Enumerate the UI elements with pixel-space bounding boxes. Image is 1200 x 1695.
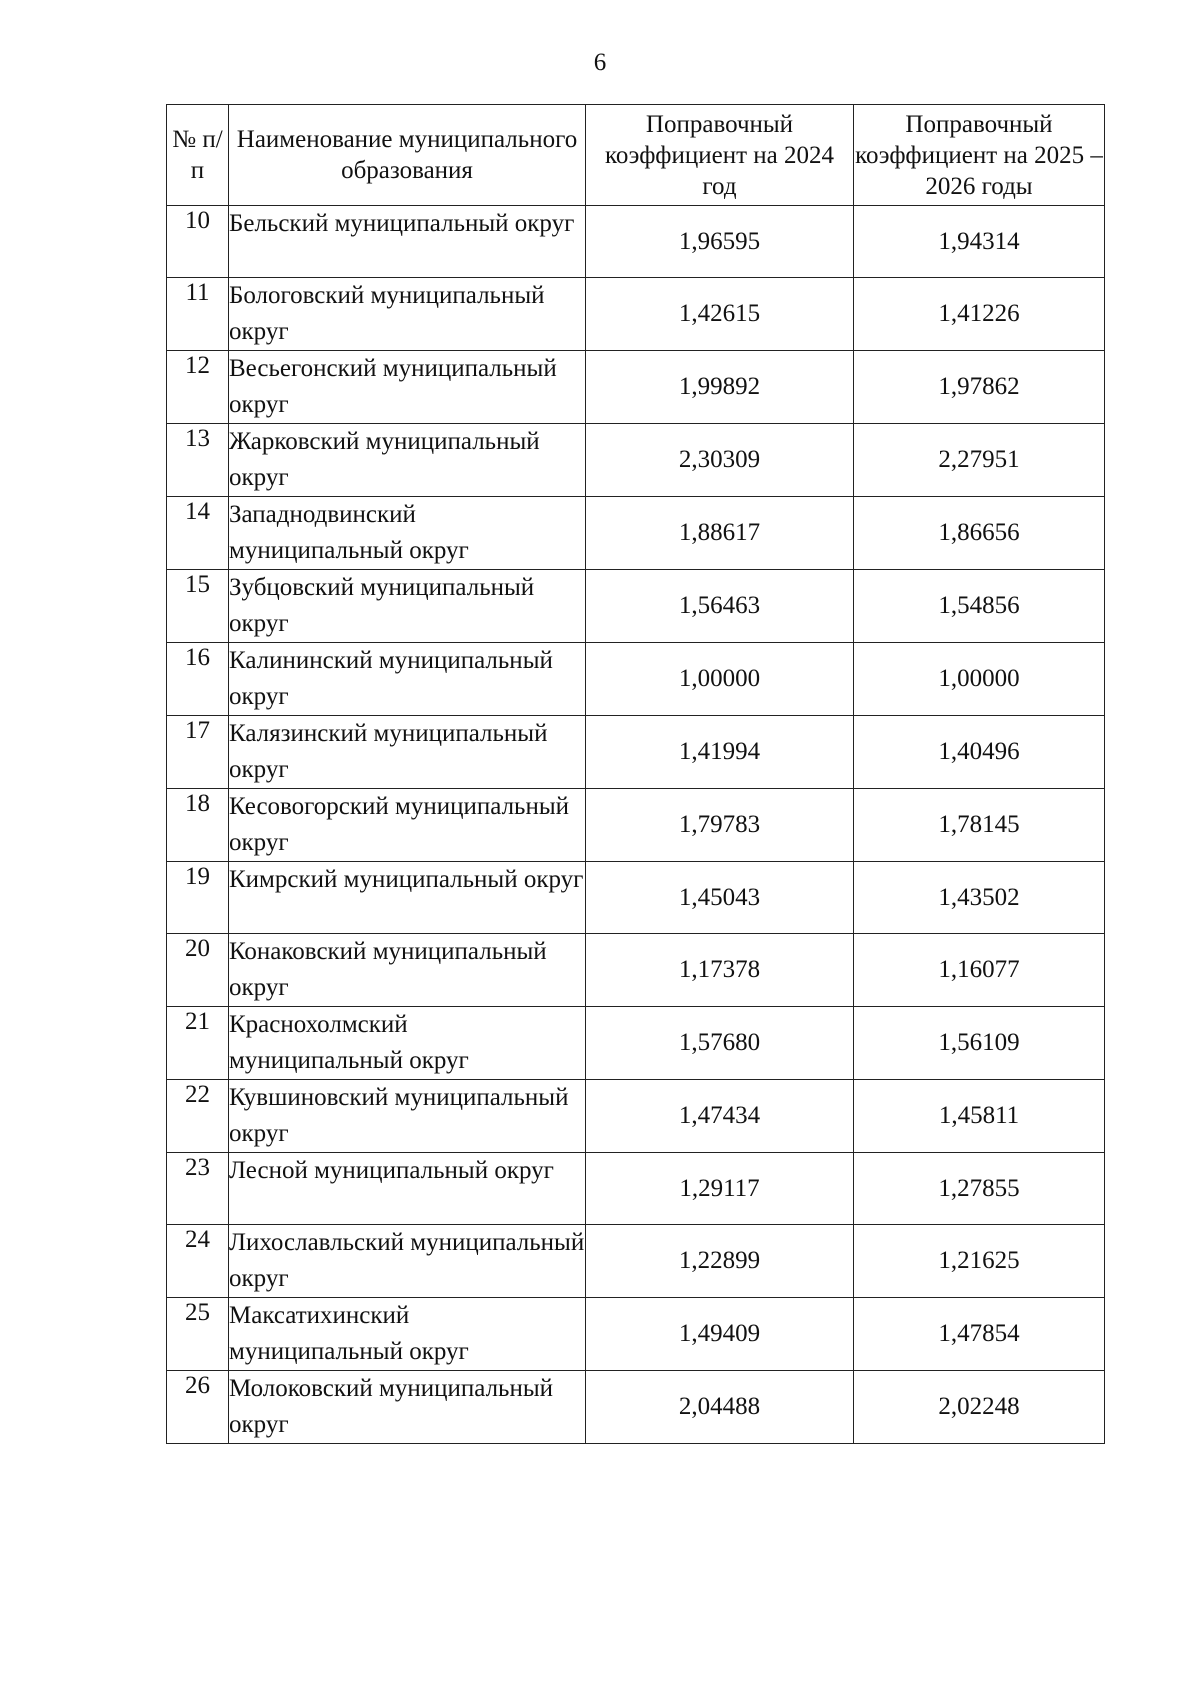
coef-2025-2026-cell: 1,27855 [854, 1153, 1105, 1225]
coef-2024-cell: 2,30309 [586, 424, 854, 497]
table-row [167, 424, 1105, 497]
row-num-cell: 22 [167, 1080, 229, 1153]
coef-2025-2026-cell: 1,94314 [854, 206, 1105, 278]
coef-2024-cell: 1,49409 [586, 1298, 854, 1371]
coef-2025-2026-cell: 1,41226 [854, 278, 1105, 351]
row-num-cell: 11 [167, 278, 229, 351]
header-coef-2025-2026: Поправочный коэффициент на 2025 – 2026 годы [854, 105, 1105, 206]
table-body [167, 206, 1105, 1444]
municipality-name-cell: Бельский муниципальный округ [229, 206, 586, 278]
coef-2024-cell: 1,17378 [586, 934, 854, 1007]
table-row [167, 1007, 1105, 1080]
municipality-name-cell: Жарковский муниципальный округ [229, 424, 586, 497]
coef-2025-2026-cell: 1,16077 [854, 934, 1105, 1007]
coef-2025-2026-cell: 1,97862 [854, 351, 1105, 424]
municipality-name-cell: Лесной муниципальный округ [229, 1153, 586, 1225]
municipality-name-cell: Зубцовский муниципальный округ [229, 570, 586, 643]
coef-2025-2026-cell: 1,56109 [854, 1007, 1105, 1080]
table-row [167, 206, 1105, 278]
table-header-row [167, 105, 1105, 206]
municipality-name-cell: Максатихинский муниципальный округ [229, 1298, 586, 1371]
row-num-cell: 20 [167, 934, 229, 1007]
municipality-name-cell: Лихославльский муниципальный округ [229, 1225, 586, 1298]
coef-2024-cell: 2,04488 [586, 1371, 854, 1444]
row-num-cell: 24 [167, 1225, 229, 1298]
coef-2025-2026-cell: 1,86656 [854, 497, 1105, 570]
coef-2024-cell: 1,41994 [586, 716, 854, 789]
row-num-cell: 14 [167, 497, 229, 570]
table-row [167, 934, 1105, 1007]
coef-2025-2026-cell: 2,27951 [854, 424, 1105, 497]
row-num-cell: 19 [167, 862, 229, 934]
table-row [167, 1371, 1105, 1444]
header-name: Наименование муниципального образования [229, 105, 586, 206]
coef-2024-cell: 1,88617 [586, 497, 854, 570]
municipality-name-cell: Молоковский муниципальный округ [229, 1371, 586, 1444]
coef-2025-2026-cell: 2,02248 [854, 1371, 1105, 1444]
municipality-name-cell: Конаковский муниципальный округ [229, 934, 586, 1007]
coef-2024-cell: 1,47434 [586, 1080, 854, 1153]
table-row [167, 862, 1105, 934]
coef-2024-cell: 1,57680 [586, 1007, 854, 1080]
coef-2025-2026-cell: 1,78145 [854, 789, 1105, 862]
coef-2024-cell: 1,42615 [586, 278, 854, 351]
municipality-name-cell: Кесовогорский муниципальный округ [229, 789, 586, 862]
row-num-cell: 10 [167, 206, 229, 278]
row-num-cell: 18 [167, 789, 229, 862]
row-num-cell: 12 [167, 351, 229, 424]
coef-2024-cell: 1,29117 [586, 1153, 854, 1225]
coef-2025-2026-cell: 1,21625 [854, 1225, 1105, 1298]
coef-2025-2026-cell: 1,54856 [854, 570, 1105, 643]
coef-2025-2026-cell: 1,45811 [854, 1080, 1105, 1153]
municipality-name-cell: Калязинский муниципальный округ [229, 716, 586, 789]
table-row [167, 351, 1105, 424]
coef-2025-2026-cell: 1,47854 [854, 1298, 1105, 1371]
row-num-cell: 23 [167, 1153, 229, 1225]
municipality-name-cell: Кимрский муниципальный округ [229, 862, 586, 934]
coef-2024-cell: 1,45043 [586, 862, 854, 934]
table-row [167, 789, 1105, 862]
coef-2024-cell: 1,22899 [586, 1225, 854, 1298]
municipality-name-cell: Краснохолмский муниципальный округ [229, 1007, 586, 1080]
row-num-cell: 16 [167, 643, 229, 716]
coef-2024-cell: 1,99892 [586, 351, 854, 424]
municipality-name-cell: Весьегонский муниципальный округ [229, 351, 586, 424]
coef-2025-2026-cell: 1,00000 [854, 643, 1105, 716]
municipality-name-cell: Калининский муниципальный округ [229, 643, 586, 716]
table-row [167, 716, 1105, 789]
table-row [167, 497, 1105, 570]
coefficient-table [166, 104, 1105, 1444]
table-row [167, 1153, 1105, 1225]
header-coef-2024: Поправочный коэффициент на 2024 год [586, 105, 854, 206]
coef-2024-cell: 1,79783 [586, 789, 854, 862]
coef-2024-cell: 1,56463 [586, 570, 854, 643]
municipality-name-cell: Кувшиновский муниципальный округ [229, 1080, 586, 1153]
table-row [167, 570, 1105, 643]
municipality-name-cell: Западнодвинский муниципальный округ [229, 497, 586, 570]
municipality-name-cell: Бологовский муниципальный округ [229, 278, 586, 351]
coef-2025-2026-cell: 1,40496 [854, 716, 1105, 789]
coef-2024-cell: 1,96595 [586, 206, 854, 278]
coef-2025-2026-cell: 1,43502 [854, 862, 1105, 934]
table-row [167, 1225, 1105, 1298]
row-num-cell: 15 [167, 570, 229, 643]
row-num-cell: 26 [167, 1371, 229, 1444]
table-row [167, 643, 1105, 716]
table-row [167, 1298, 1105, 1371]
row-num-cell: 17 [167, 716, 229, 789]
coef-2024-cell: 1,00000 [586, 643, 854, 716]
row-num-cell: 25 [167, 1298, 229, 1371]
table-row [167, 278, 1105, 351]
header-num: № п/п [167, 105, 229, 206]
row-num-cell: 21 [167, 1007, 229, 1080]
table-row [167, 1080, 1105, 1153]
page-number: 6 [593, 49, 607, 76]
row-num-cell: 13 [167, 424, 229, 497]
